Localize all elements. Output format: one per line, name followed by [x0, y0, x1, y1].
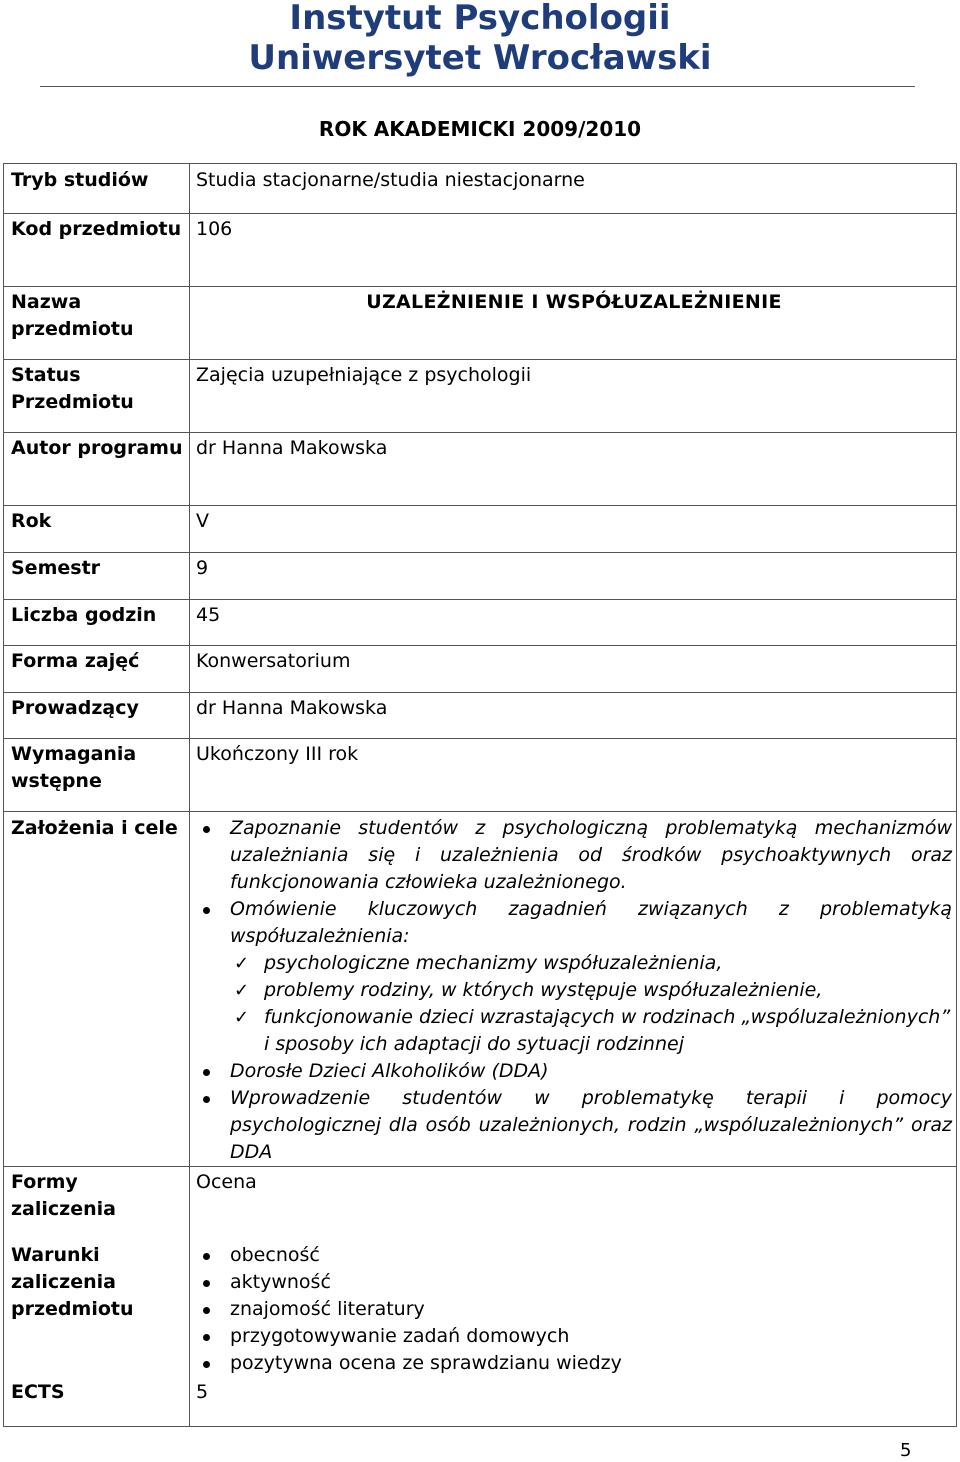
- check-icon: ✓: [234, 980, 250, 1001]
- row-autor: [4, 433, 957, 506]
- label-zalozenia: Założenia i cele: [4, 812, 190, 1167]
- row-nazwa: [4, 287, 957, 360]
- row-godziny: [4, 600, 957, 646]
- value-rok: V: [190, 506, 957, 553]
- value-godziny: 45: [190, 600, 957, 646]
- check-icon: ✓: [234, 1007, 250, 1028]
- label-kod: Kod przedmiotu: [4, 214, 190, 287]
- goal-subitem: [234, 1004, 952, 1058]
- label-status: Status Przedmiotu: [4, 360, 190, 433]
- row-zalozenia: [4, 812, 957, 1167]
- value-warunki: [190, 1240, 957, 1377]
- row-formy: [4, 1167, 957, 1240]
- label-prowadzacy: Prowadzący: [4, 693, 190, 739]
- goal-item-text: Omówienie kluczowych zagadnień związanych z problematyką współuzależnienia:: [230, 898, 952, 947]
- value-prowadzacy: dr Hanna Makowska: [190, 693, 957, 739]
- label-warunki: Warunki zaliczenia przedmiotu: [4, 1240, 190, 1377]
- label-semestr: Semestr: [4, 553, 190, 600]
- label-tryb: Tryb studiów: [4, 164, 190, 214]
- goal-item: Dorosłe Dzieci Alkoholików (DDA): [230, 1058, 952, 1085]
- value-zalozenia: [190, 812, 957, 1167]
- label-forma: Forma zajęć: [4, 646, 190, 693]
- page-number: 5: [900, 1440, 912, 1461]
- conditions-list: [196, 1242, 952, 1377]
- label-wymagania: Wymagania wstępne: [4, 739, 190, 812]
- value-tryb: Studia stacjonarne/studia niestacjonarne: [190, 164, 957, 214]
- condition-item: pozytywna ocena ze sprawdzianu wiedzy: [230, 1350, 952, 1377]
- goal-item: [230, 896, 952, 1058]
- goals-list: [196, 815, 952, 1166]
- value-formy: Ocena: [190, 1167, 957, 1240]
- course-syllabus-table: [3, 163, 957, 1427]
- row-forma: [4, 646, 957, 693]
- label-nazwa: Nazwa przedmiotu: [4, 287, 190, 360]
- goal-subitem: [234, 950, 952, 977]
- value-status: Zajęcia uzupełniające z psychologii: [190, 360, 957, 433]
- value-wymagania: Ukończony III rok: [190, 739, 957, 812]
- condition-item: przygotowywanie zadań domowych: [230, 1323, 952, 1350]
- goal-subitem: [234, 977, 952, 1004]
- row-prowadzacy: [4, 693, 957, 739]
- value-autor: dr Hanna Makowska: [190, 433, 957, 506]
- header-divider: [40, 86, 915, 87]
- goal-sublist: [230, 950, 952, 1058]
- value-nazwa: UZALEŻNIENIE I WSPÓŁUZALEŻNIENIE: [190, 287, 957, 360]
- institute-name: Instytut Psychologii: [289, 0, 671, 38]
- check-icon: ✓: [234, 953, 250, 974]
- value-forma: Konwersatorium: [190, 646, 957, 693]
- academic-year: ROK AKADEMICKI 2009/2010: [318, 117, 642, 141]
- row-rok: [4, 506, 957, 553]
- goal-item: Wprowadzenie studentów w problematykę terapii i pomocy psychologicznej dla osób uzależnionych, rodzin „wspóluzależnionych” oraz DDA: [230, 1085, 952, 1166]
- condition-item: znajomość literatury: [230, 1296, 952, 1323]
- label-ects: ECTS: [4, 1377, 190, 1427]
- label-godziny: Liczba godzin: [4, 600, 190, 646]
- condition-item: aktywność: [230, 1269, 952, 1296]
- value-semestr: 9: [190, 553, 957, 600]
- label-rok: Rok: [4, 506, 190, 553]
- row-kod: [4, 214, 957, 287]
- label-formy: Formy zaliczenia: [4, 1167, 190, 1240]
- goal-subitem-text: problemy rodziny, w których występuje współuzależnienie,: [264, 979, 823, 1001]
- row-status: [4, 360, 957, 433]
- label-autor: Autor programu: [4, 433, 190, 506]
- row-warunki: [4, 1240, 957, 1377]
- row-semestr: [4, 553, 957, 600]
- row-tryb: [4, 164, 957, 214]
- row-wymagania: [4, 739, 957, 812]
- university-name: Uniwersytet Wrocławski: [248, 38, 712, 78]
- goal-subitem-text: psychologiczne mechanizmy współuzależnienia,: [264, 952, 723, 974]
- goal-item: Zapoznanie studentów z psychologiczną problematyką mechanizmów uzależniania się i uzależnienia od środków psychoaktywnych oraz funkcjonowania człowieka uzależnionego.: [230, 815, 952, 896]
- goal-subitem-text: funkcjonowanie dzieci wzrastających w rodzinach „wspóluzależnionych” i sposoby ich adaptacji do sytuacji rodzinnej: [264, 1006, 951, 1055]
- row-ects: [4, 1377, 957, 1427]
- value-kod: 106: [190, 214, 957, 287]
- condition-item: obecność: [230, 1242, 952, 1269]
- value-ects: 5: [190, 1377, 957, 1427]
